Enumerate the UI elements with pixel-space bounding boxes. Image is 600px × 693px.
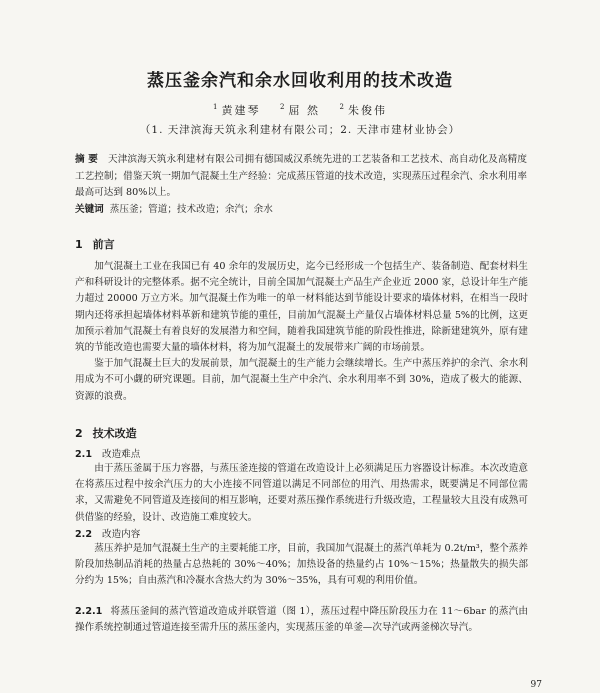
section-heading-1: 1 前言: [75, 238, 115, 251]
keywords: [75, 202, 527, 218]
item-number: 2.2.1: [75, 606, 103, 617]
paper-title: 蒸压釜余汽和余水回收利用的技术改造: [147, 71, 453, 91]
page-number: 97: [530, 680, 542, 690]
abstract: [75, 152, 527, 202]
affiliation: （1. 天津滨海天筑永利建材有限公司；2. 天津市建材业协会）: [139, 124, 461, 136]
subsection-2-1-body: [75, 461, 528, 526]
abstract-text: 天津滨海天筑永利建材有限公司拥有德国威汉系统先进的工艺装备和工艺技术、高自动化及高精度工艺控制；借鉴天筑一期加气混凝土生产经验：完成蒸压管道的技术改造，实现蒸压过程余汽、余水利用率最高可达到 80%以上。: [75, 154, 528, 198]
section-1-body: [75, 259, 528, 405]
subsection-heading-2-1: 2.1 改造难点: [75, 449, 141, 460]
paragraph: 由于蒸压釜属于压力容器，与蒸压釜连接的管道在改造设计上必须满足压力容器设计标准。本次改造意在将蒸压过程中按余汽压力的大小连接不同管道以满足不同部位的用汽、用热需求，既要满足不同部位需求，又需避免不同管道及连接间的相互影响，还要对蒸压操作系统进行升级改造，工程量较大且没有成熟可供借鉴的经验，设计、改造施工难度较大。: [75, 463, 528, 523]
abstract-label: 摘 要: [75, 154, 98, 165]
keywords-text: 蒸压釜；管道；技术改造；余汽；余水: [109, 204, 273, 215]
item-text: 将蒸压釜间的蒸汽管道改造成并联管道（图 1），蒸压过程中降压阶段压力在 11～6bar 的蒸汽由操作系统控制通过管道连接至需升压的蒸压釜内，实现蒸压釜的单釜—次导汽或两釜梯次导汽。: [75, 606, 528, 634]
author-2: $^2$ 屈 然: [280, 103, 320, 117]
author-3: $^2$ 朱俊伟: [339, 103, 387, 117]
section-heading-2: 2 技术改造: [75, 427, 137, 440]
paragraph: 加气混凝土工业在我国已有 40 余年的发展历史，迄今已经形成一个包括生产、装备制造、配套材料生产和科研设计的完整体系。据不完全统计，目前全国加气混凝土产品生产企业近 2000 家，总设计年生产能力超过 20000 万立方米。加气混凝土作为唯一的单一材料能达到节能设计要求的墙体材料，在相当一段时期内还将承担起墙体材料革新和建筑节能的重任，目前加气混凝土产量仅占墙体材料总量 5%的比例，这更加预示着加气混凝土有着良好的发展潜力和空间，随着我国建筑节能的阶段性推进，除新建建筑外，原有建筑的节能改造也需要大量的墙体材料，将为加气混凝土的发展带来广阔的市场前景。: [75, 261, 528, 354]
item-2-2-1: [75, 604, 528, 636]
keywords-label: 关键词: [75, 204, 104, 215]
paragraph: 鉴于加气混凝土巨大的发展前景，加气混凝土的生产能力会继续增长。生产中蒸压养护的余汽、余水利用成为不可小觑的研究课题。目前，加气混凝土生产中余汽、余水利用率不到 30%，造成了极大的能源、资源的浪费。: [75, 358, 528, 402]
subsection-2-2-body: [75, 541, 528, 590]
paragraph: 蒸压养护是加气混凝土生产的主要耗能工序，目前，我国加气混凝土的蒸汽单耗为 0.2t/m³，整个蒸养阶段加热制品消耗的热量占总热耗的 30%～40%；加热设备的热量约占 10%～15%；热量散失的损失部分约为 15%；自由蒸汽和冷凝水含热大约为 30%～35%，具有可观的利用价值。: [75, 543, 528, 587]
subsection-heading-2-2: 2.2 改造内容: [75, 529, 141, 540]
author-1: $^1$ 黄建琴: [213, 103, 261, 117]
author-line: [0, 102, 600, 118]
